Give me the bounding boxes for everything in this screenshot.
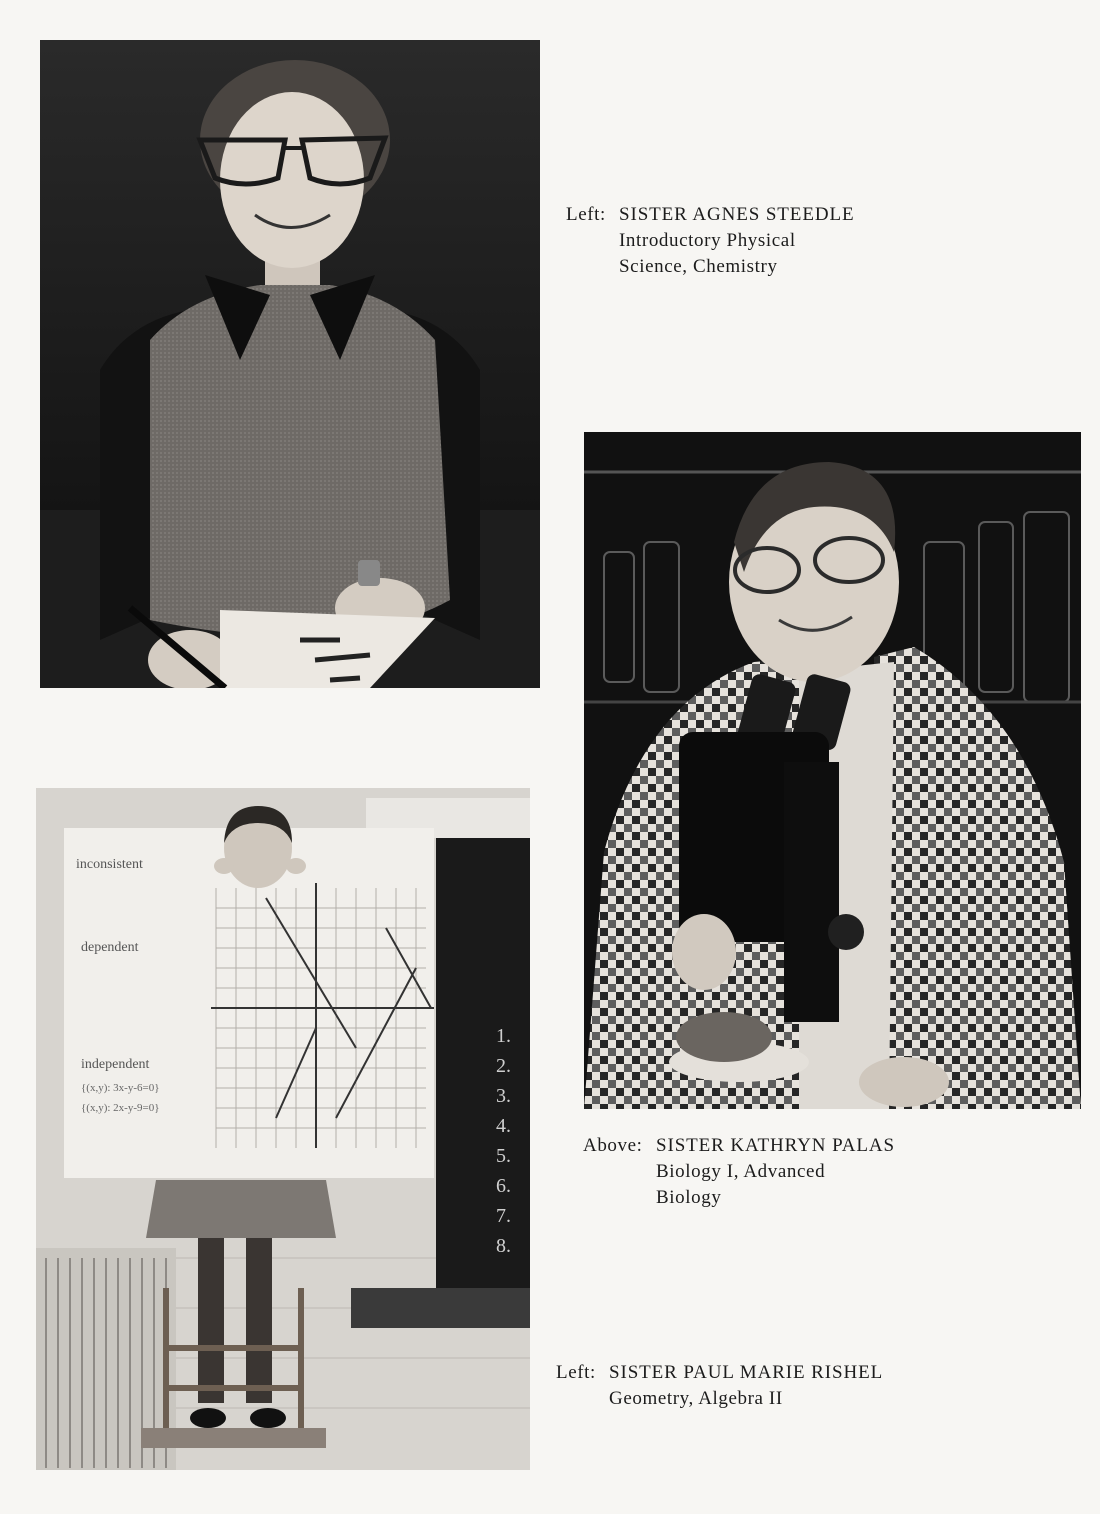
caption-subject-line: Geometry, Algebra II	[609, 1388, 783, 1409]
chart-equation: {(x,y): 3x-y-6=0}	[81, 1082, 160, 1094]
blackboard-number: 5.	[496, 1145, 511, 1167]
photo-palas-image	[584, 432, 1081, 1109]
photo-rishel-image	[36, 788, 530, 1470]
blackboard-number: 3.	[496, 1085, 511, 1107]
caption-position-label: Left:	[566, 204, 606, 225]
caption-position-label: Above:	[583, 1135, 643, 1156]
chart-label-independent: independent	[81, 1057, 150, 1072]
caption-subject-line: Introductory Physical	[619, 230, 796, 251]
caption-teacher-name: SISTER AGNES STEEDLE	[619, 204, 855, 225]
blackboard-number: 4.	[496, 1115, 511, 1137]
caption-sister-kathryn-palas	[583, 1133, 895, 1211]
caption-position-label: Left:	[556, 1362, 596, 1383]
photo-steedle-image	[40, 40, 540, 688]
caption-subject-line: Biology I, Advanced	[656, 1161, 826, 1182]
photo-sister-agnes-steedle	[40, 40, 540, 688]
caption-sister-agnes-steedle	[566, 202, 854, 280]
chart-label-dependent: dependent	[81, 940, 139, 955]
blackboard-number: 1.	[496, 1025, 511, 1047]
caption-sister-paul-marie-rishel	[556, 1360, 883, 1412]
photo-sister-kathryn-palas	[584, 432, 1081, 1109]
caption-teacher-name: SISTER PAUL MARIE RISHEL	[609, 1362, 884, 1383]
photo-sister-paul-marie-rishel	[36, 788, 530, 1470]
blackboard-number: 2.	[496, 1055, 511, 1077]
blackboard-number: 7.	[496, 1205, 511, 1227]
caption-teacher-name: SISTER KATHRYN PALAS	[656, 1135, 896, 1156]
blackboard-number: 8.	[496, 1235, 511, 1257]
chart-equation: {(x,y): 2x-y-9=0}	[81, 1102, 160, 1114]
caption-subject-line: Biology	[656, 1187, 722, 1208]
caption-subject-line: Science, Chemistry	[619, 256, 778, 277]
blackboard-number: 6.	[496, 1175, 511, 1197]
chart-label-inconsistent: inconsistent	[76, 857, 143, 872]
